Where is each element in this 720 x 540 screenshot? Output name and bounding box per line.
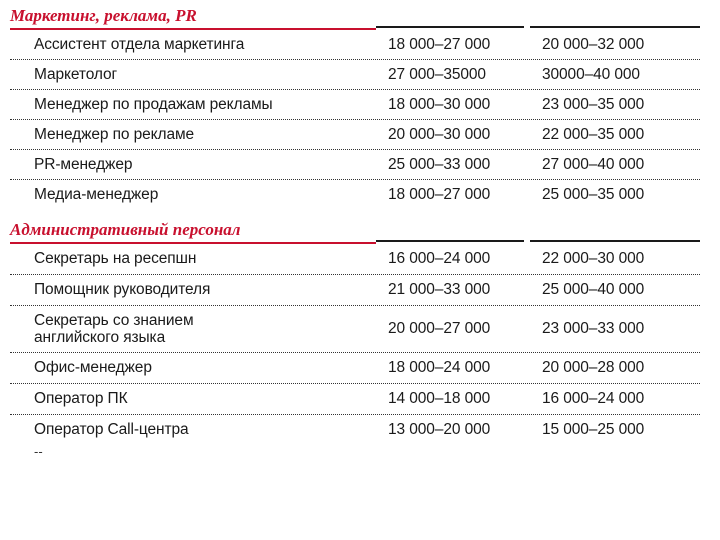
position-name: Секретарь со знанием английского языка bbox=[34, 312, 194, 346]
column-rule bbox=[376, 26, 524, 30]
position-name: Менеджер по продажам рекламы bbox=[34, 95, 273, 113]
salary-range-2: 25 000–40 000 bbox=[542, 281, 645, 298]
salary-range-1: 14 000–18 000 bbox=[388, 390, 491, 407]
section-header-rule bbox=[10, 26, 700, 30]
salary-range-1: 21 000–33 000 bbox=[388, 281, 491, 298]
position-name: Маркетолог bbox=[34, 65, 118, 83]
red-rule bbox=[10, 242, 376, 244]
table-row bbox=[10, 30, 700, 60]
position-name: Ассистент отдела маркетинга bbox=[34, 35, 245, 53]
salary-range-2: 23 000–35 000 bbox=[542, 95, 645, 113]
table-row bbox=[10, 384, 700, 415]
table-row bbox=[10, 90, 700, 120]
salary-range-2: 16 000–24 000 bbox=[542, 390, 645, 407]
position-name: PR-менеджер bbox=[34, 155, 133, 173]
red-rule bbox=[10, 28, 376, 30]
salary-range-1: 18 000–27 000 bbox=[388, 185, 491, 203]
salary-range-2: 25 000–35 000 bbox=[542, 185, 645, 203]
salary-range-1: 27 000–35000 bbox=[388, 65, 486, 83]
table-row bbox=[10, 244, 700, 275]
table-row bbox=[10, 60, 700, 90]
section-admin bbox=[10, 220, 700, 459]
section-title: Маркетинг, реклама, PR bbox=[10, 6, 197, 25]
position-name: Секретарь на ресепшн bbox=[34, 250, 197, 267]
salary-range-1: 13 000–20 000 bbox=[388, 421, 491, 438]
table-row bbox=[10, 120, 700, 150]
section-header-rule bbox=[10, 240, 700, 244]
table-row bbox=[10, 275, 700, 306]
salary-range-2: 27 000–40 000 bbox=[542, 155, 645, 173]
salary-range-1: 25 000–33 000 bbox=[388, 155, 491, 173]
position-name: Оператор Call-центра bbox=[34, 421, 189, 438]
column-rule bbox=[376, 240, 524, 244]
position-name: Оператор ПК bbox=[34, 390, 128, 407]
salary-range-2: 15 000–25 000 bbox=[542, 421, 645, 438]
salary-range-1: 20 000–27 000 bbox=[388, 320, 491, 337]
salary-range-1: 18 000–24 000 bbox=[388, 359, 491, 376]
table-row bbox=[10, 415, 700, 445]
position-name: Помощник руководителя bbox=[34, 281, 211, 298]
column-rule bbox=[530, 26, 700, 30]
position-name: Офис-менеджер bbox=[34, 359, 152, 376]
section-marketing bbox=[10, 6, 700, 209]
table-row bbox=[10, 180, 700, 209]
table-row bbox=[10, 150, 700, 180]
trailing-dashes: -- bbox=[34, 444, 43, 459]
salary-range-2: 23 000–33 000 bbox=[542, 320, 645, 337]
table-row bbox=[10, 306, 700, 353]
salary-range-1: 18 000–27 000 bbox=[388, 35, 491, 53]
salary-range-2: 22 000–30 000 bbox=[542, 250, 645, 267]
salary-range-1: 18 000–30 000 bbox=[388, 95, 491, 113]
position-name: Менеджер по рекламе bbox=[34, 125, 195, 143]
column-rule bbox=[530, 240, 700, 244]
salary-range-2: 20 000–28 000 bbox=[542, 359, 645, 376]
section-title: Административный персонал bbox=[10, 220, 241, 239]
salary-range-2: 30000–40 000 bbox=[542, 65, 640, 83]
salary-range-1: 20 000–30 000 bbox=[388, 125, 491, 143]
salary-range-2: 22 000–35 000 bbox=[542, 125, 645, 143]
salary-range-1: 16 000–24 000 bbox=[388, 250, 491, 267]
salary-range-2: 20 000–32 000 bbox=[542, 35, 645, 53]
position-name: Медиа-менеджер bbox=[34, 185, 159, 203]
table-row bbox=[10, 353, 700, 384]
